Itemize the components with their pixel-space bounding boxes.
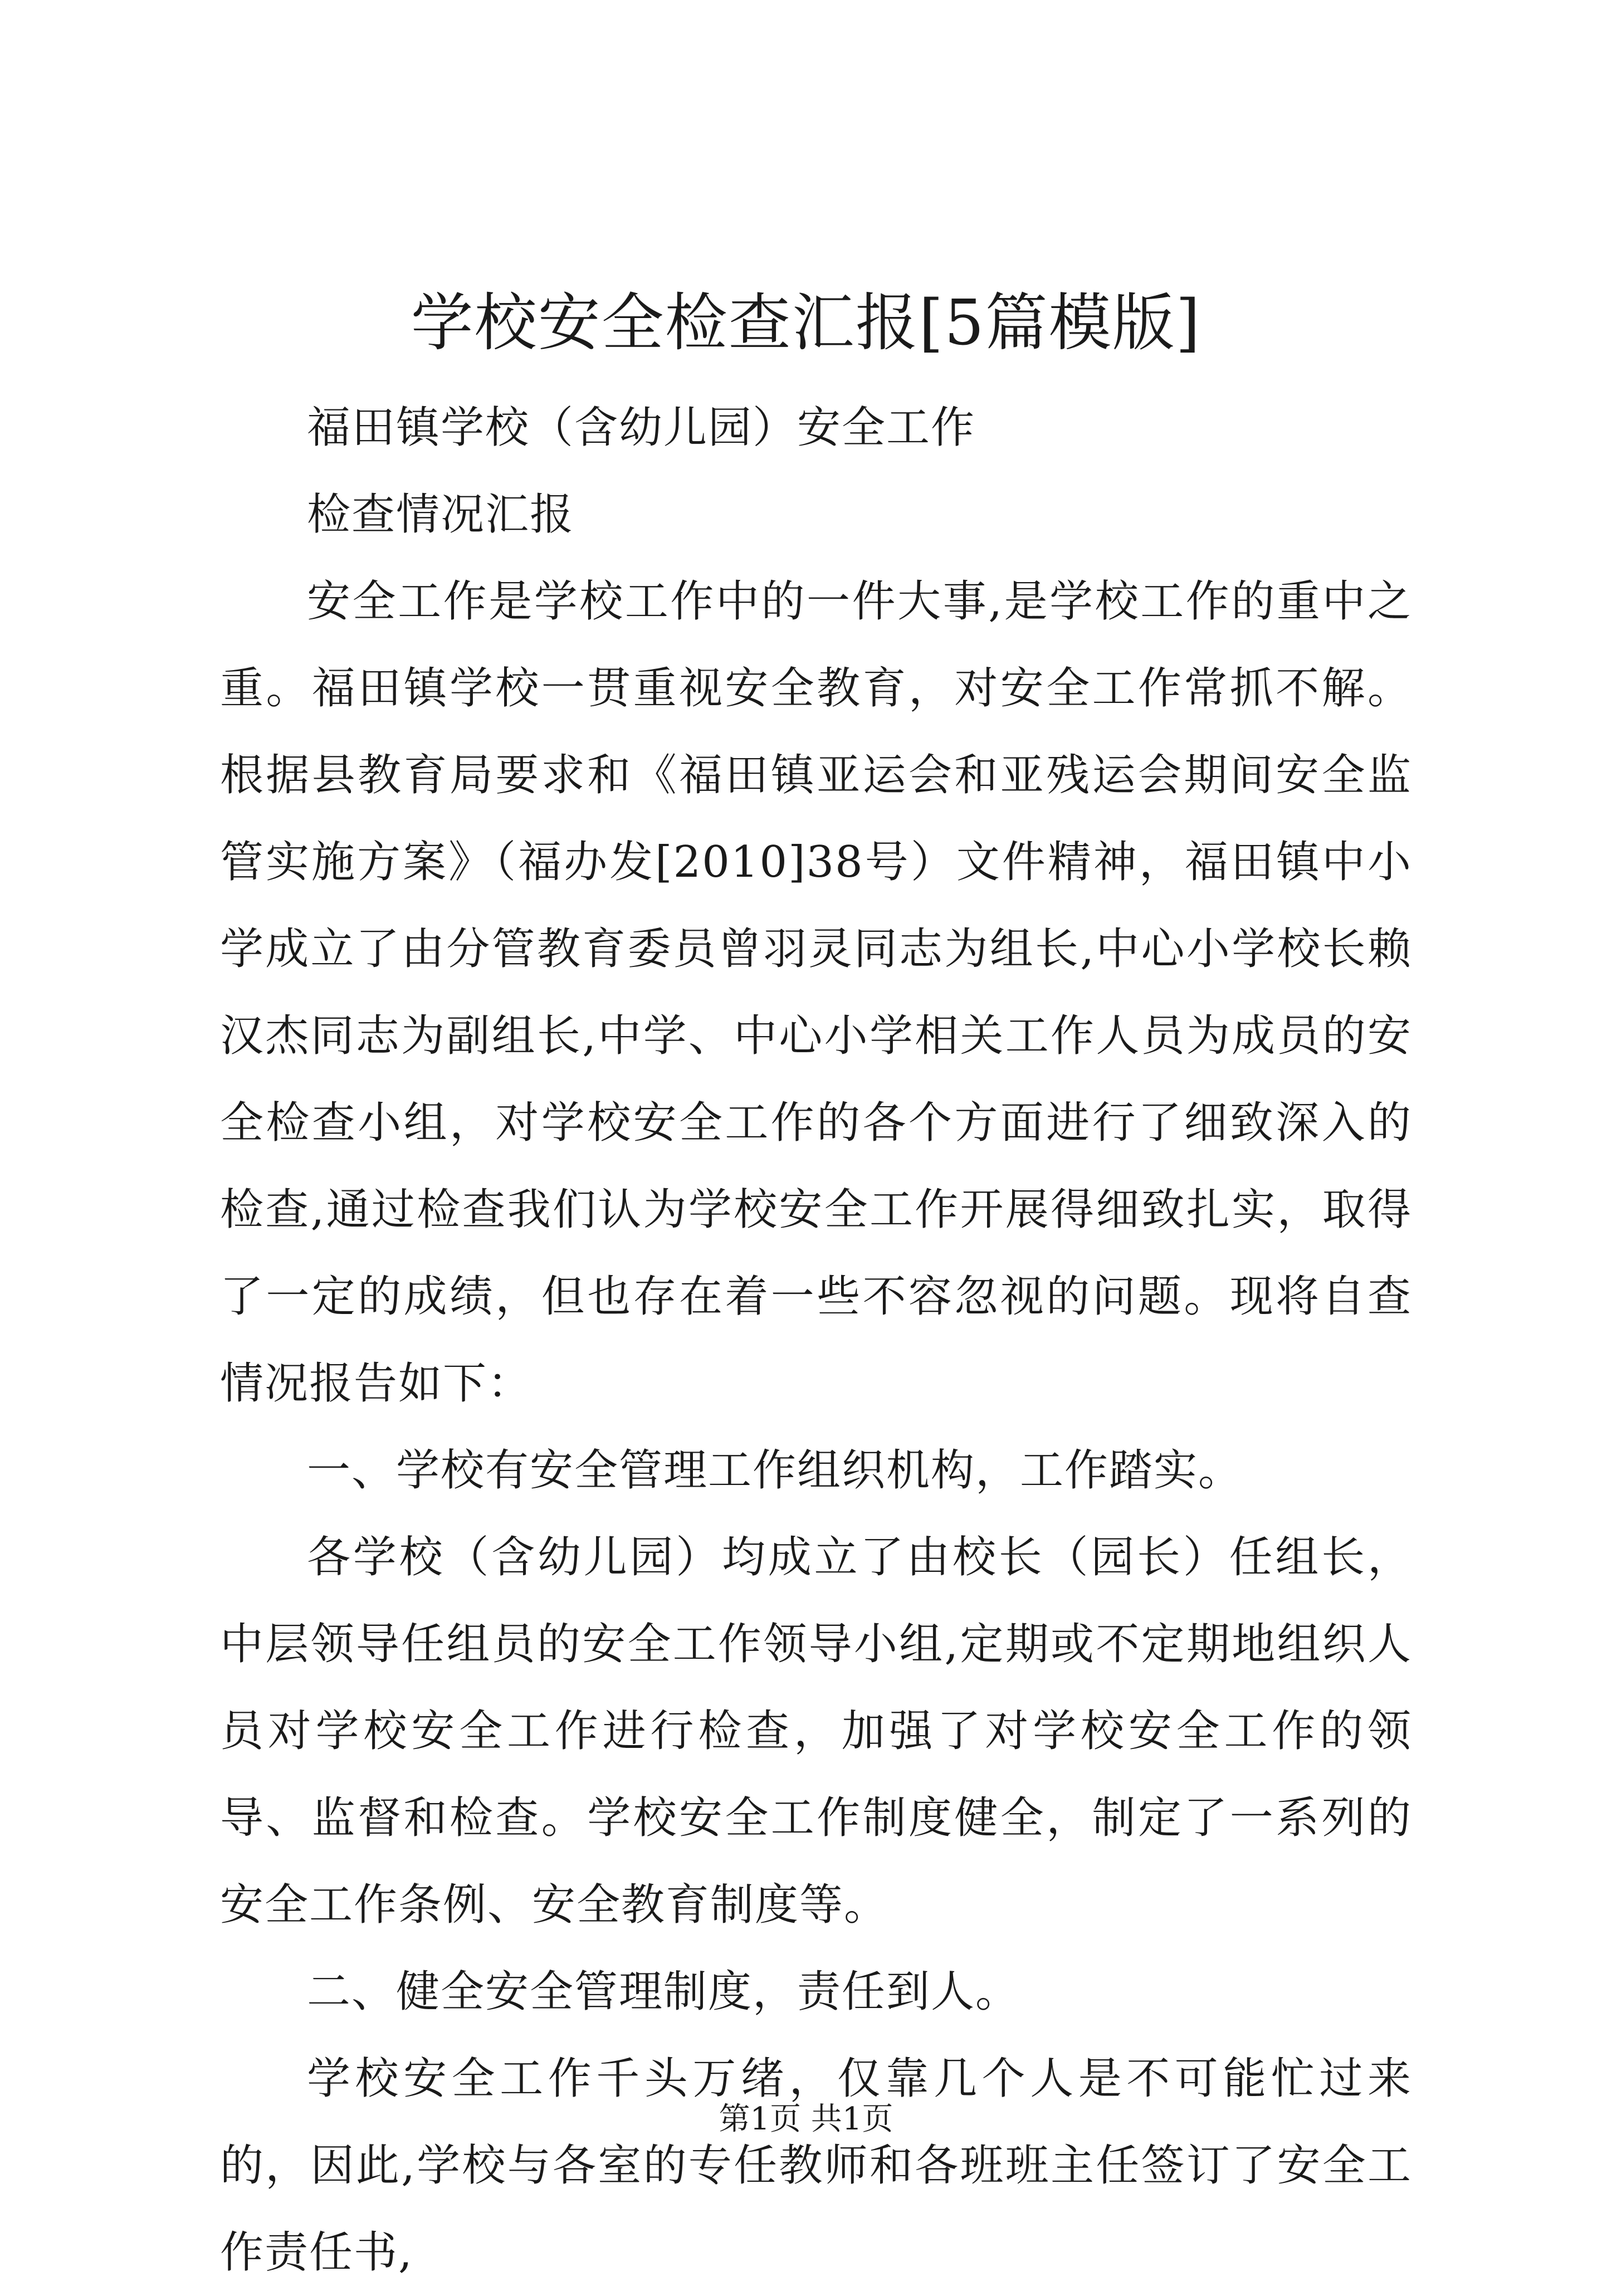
paragraph-intro: 安全工作是学校工作中的一件大事,是学校工作的重中之重。福田镇学校一贯重视安全教育，对安全工作常抓不解。根据县教育局要求和《福田镇亚运会和亚残运会期间安全监管实施方案》（福办发[2010]38号）文件精神，福田镇中小学成立了由分管教育委员曾羽灵同志为组长,中心小学校长赖汉杰同志为副组长,中学、中心小学相关工作人员为成员的安全检查小组，对学校安全工作的各个方面进行了细致深入的检查,通过检查我们认为学校安全工作开展得细致扎实，取得了一定的成绩，但也存在着一些不容忽视的问题。现将自查情况报告如下： — [220, 577, 1412, 1409]
paragraph-section-1: 各学校（含幼儿园）均成立了由校长（园长）任组长，中层领导任组员的安全工作领导小组,定期或不定期地组织人员对学校安全工作进行检查，加强了对学校安全工作的领导、监督和检查。学校安全工作制度健全，制定了一系列的安全工作条例、安全教育制度等。 — [220, 1532, 1412, 1930]
section-heading-1: 一、学校有安全管理工作组织机构，工作踏实。 — [307, 1445, 1243, 1496]
paragraph-subtitle-2: 检查情况汇报 — [307, 490, 575, 540]
page-footer: 第1页 共1页 — [719, 2101, 893, 2137]
paragraph-section-2: 学校安全工作千头万绪，仅靠几个人是不可能忙过来的，因此,学校与各室的专任教师和各班班主任签订了安全工作责任书, — [220, 2054, 1412, 2278]
document-title: 学校安全检查汇报[5篇模版] — [411, 287, 1201, 359]
document-body — [220, 384, 1412, 2296]
paragraph-subtitle-1: 福田镇学校（含幼儿园）安全工作 — [307, 403, 976, 453]
section-heading-2: 二、健全安全管理制度，责任到人。 — [307, 1967, 1020, 2017]
